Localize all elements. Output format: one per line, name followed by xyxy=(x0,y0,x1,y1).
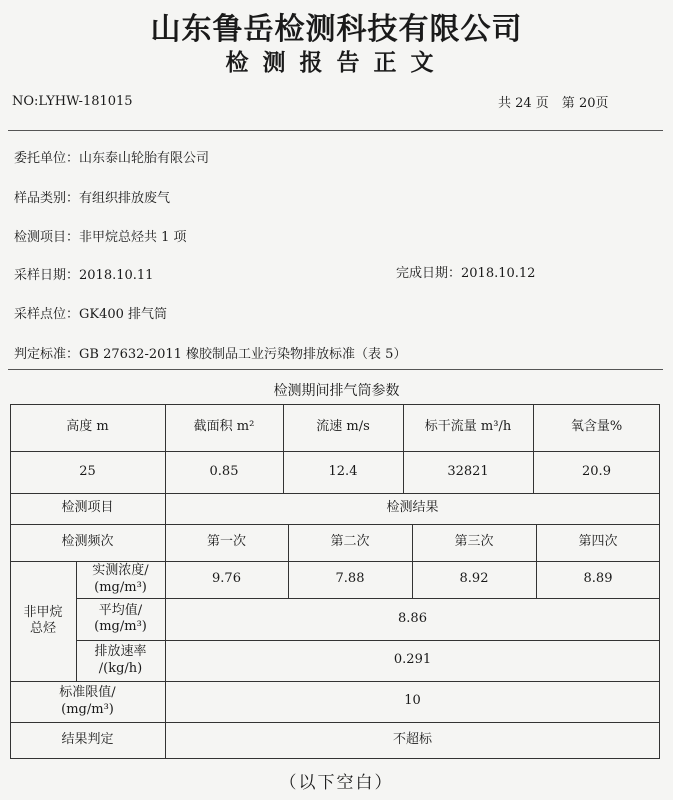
limit-label-line2: (mg/m³) xyxy=(61,701,114,717)
client-field xyxy=(14,147,209,166)
run-1-header: 第一次 xyxy=(206,534,246,550)
run-2-header: 第二次 xyxy=(330,534,370,550)
header-oxygen: 氧含量% xyxy=(570,419,623,435)
sampling-point-field xyxy=(14,303,167,322)
average-value: 8.86 xyxy=(398,610,427,626)
sample-value: 有组织排放废气 xyxy=(79,191,171,206)
emission-rate-label-line1: 排放速率 xyxy=(94,644,147,660)
page-info: 共 24 页 第 20页 xyxy=(498,96,609,111)
standard-field xyxy=(14,343,406,362)
emission-rate-label xyxy=(76,640,165,681)
concentration-run-1: 9.76 xyxy=(212,571,241,587)
value-oxygen: 20.9 xyxy=(582,463,611,479)
value-area: 0.85 xyxy=(209,463,239,479)
value-speed: 12.4 xyxy=(328,463,358,479)
pollutant-group-line2: 总烃 xyxy=(29,621,56,636)
company-name: 山东鲁岳检测科技有限公司 xyxy=(150,12,523,47)
concentration-run-3: 8.92 xyxy=(459,571,489,587)
finish-date-value: 2018.10.12 xyxy=(461,266,536,281)
run-4-header: 第四次 xyxy=(578,534,618,550)
concentration-run-2: 7.88 xyxy=(335,571,365,587)
limit-label-line1: 标准限值/ xyxy=(59,685,116,701)
emission-rate-label-line2: /(kg/h) xyxy=(98,660,143,676)
standard-label: 判定标准： xyxy=(14,347,80,362)
average-label-line2: (mg/m³) xyxy=(94,619,147,634)
sampling-point-value: GK400 排气筒 xyxy=(79,307,168,322)
header-flow: 标干流量 m³/h xyxy=(424,419,512,435)
run-3-header: 第三次 xyxy=(454,534,494,550)
client-label: 委托单位： xyxy=(14,151,80,166)
sampling-date-value: 2018.10.11 xyxy=(79,268,154,283)
result-header: 检测结果 xyxy=(386,500,439,516)
value-height: 25 xyxy=(79,463,96,479)
judgement-value: 不超标 xyxy=(392,731,432,747)
judgement-label: 结果判定 xyxy=(61,731,114,747)
limit-value: 10 xyxy=(404,693,421,709)
sample-label: 样品类别： xyxy=(14,191,80,206)
pollutant-group xyxy=(10,561,76,681)
average-label-line1: 平均值/ xyxy=(98,602,143,618)
pollutant-group-line1: 非甲烷 xyxy=(23,604,63,620)
sampling-date-label: 采样日期： xyxy=(14,268,80,283)
report-title: 检测报告正文 xyxy=(225,49,448,76)
value-flow: 32821 xyxy=(447,463,489,479)
concentration-label-line2: (mg/m³) xyxy=(94,579,147,595)
emission-rate-value: 0.291 xyxy=(393,652,432,668)
report-number: NO:LYHW-181015 xyxy=(12,94,133,109)
concentration-run-4: 8.89 xyxy=(583,571,613,587)
header-rule xyxy=(8,130,663,131)
client-value: 山东泰山轮胎有限公司 xyxy=(79,151,210,166)
header-speed: 流速 m/s xyxy=(316,419,370,435)
item-header: 检测项目 xyxy=(61,500,114,516)
sampling-date-field xyxy=(14,264,153,283)
header-height: 高度 m xyxy=(66,419,109,435)
table-caption: 检测期间排气筒参数 xyxy=(273,383,400,399)
average-label xyxy=(76,598,165,640)
header-area: 截面积 m² xyxy=(193,419,255,435)
item-value: 非甲烷总烃共 1 项 xyxy=(79,230,187,245)
item-field xyxy=(14,226,187,245)
frequency-header: 检测频次 xyxy=(61,534,114,550)
sample-field xyxy=(14,187,170,206)
blank-note: （以下空白） xyxy=(279,773,394,793)
limit-label xyxy=(10,681,165,722)
concentration-label-line1: 实测浓度/ xyxy=(92,563,149,579)
finish-date-label: 完成日期： xyxy=(396,266,462,281)
finish-date-field xyxy=(396,262,535,281)
standard-value: GB 27632-2011 橡胶制品工业污染物排放标准（表 5） xyxy=(79,347,407,362)
table-border-bottom xyxy=(10,758,660,759)
sampling-point-label: 采样点位： xyxy=(14,307,80,322)
concentration-label xyxy=(76,561,165,598)
item-label: 检测项目： xyxy=(14,230,80,245)
fields-rule xyxy=(8,369,663,370)
